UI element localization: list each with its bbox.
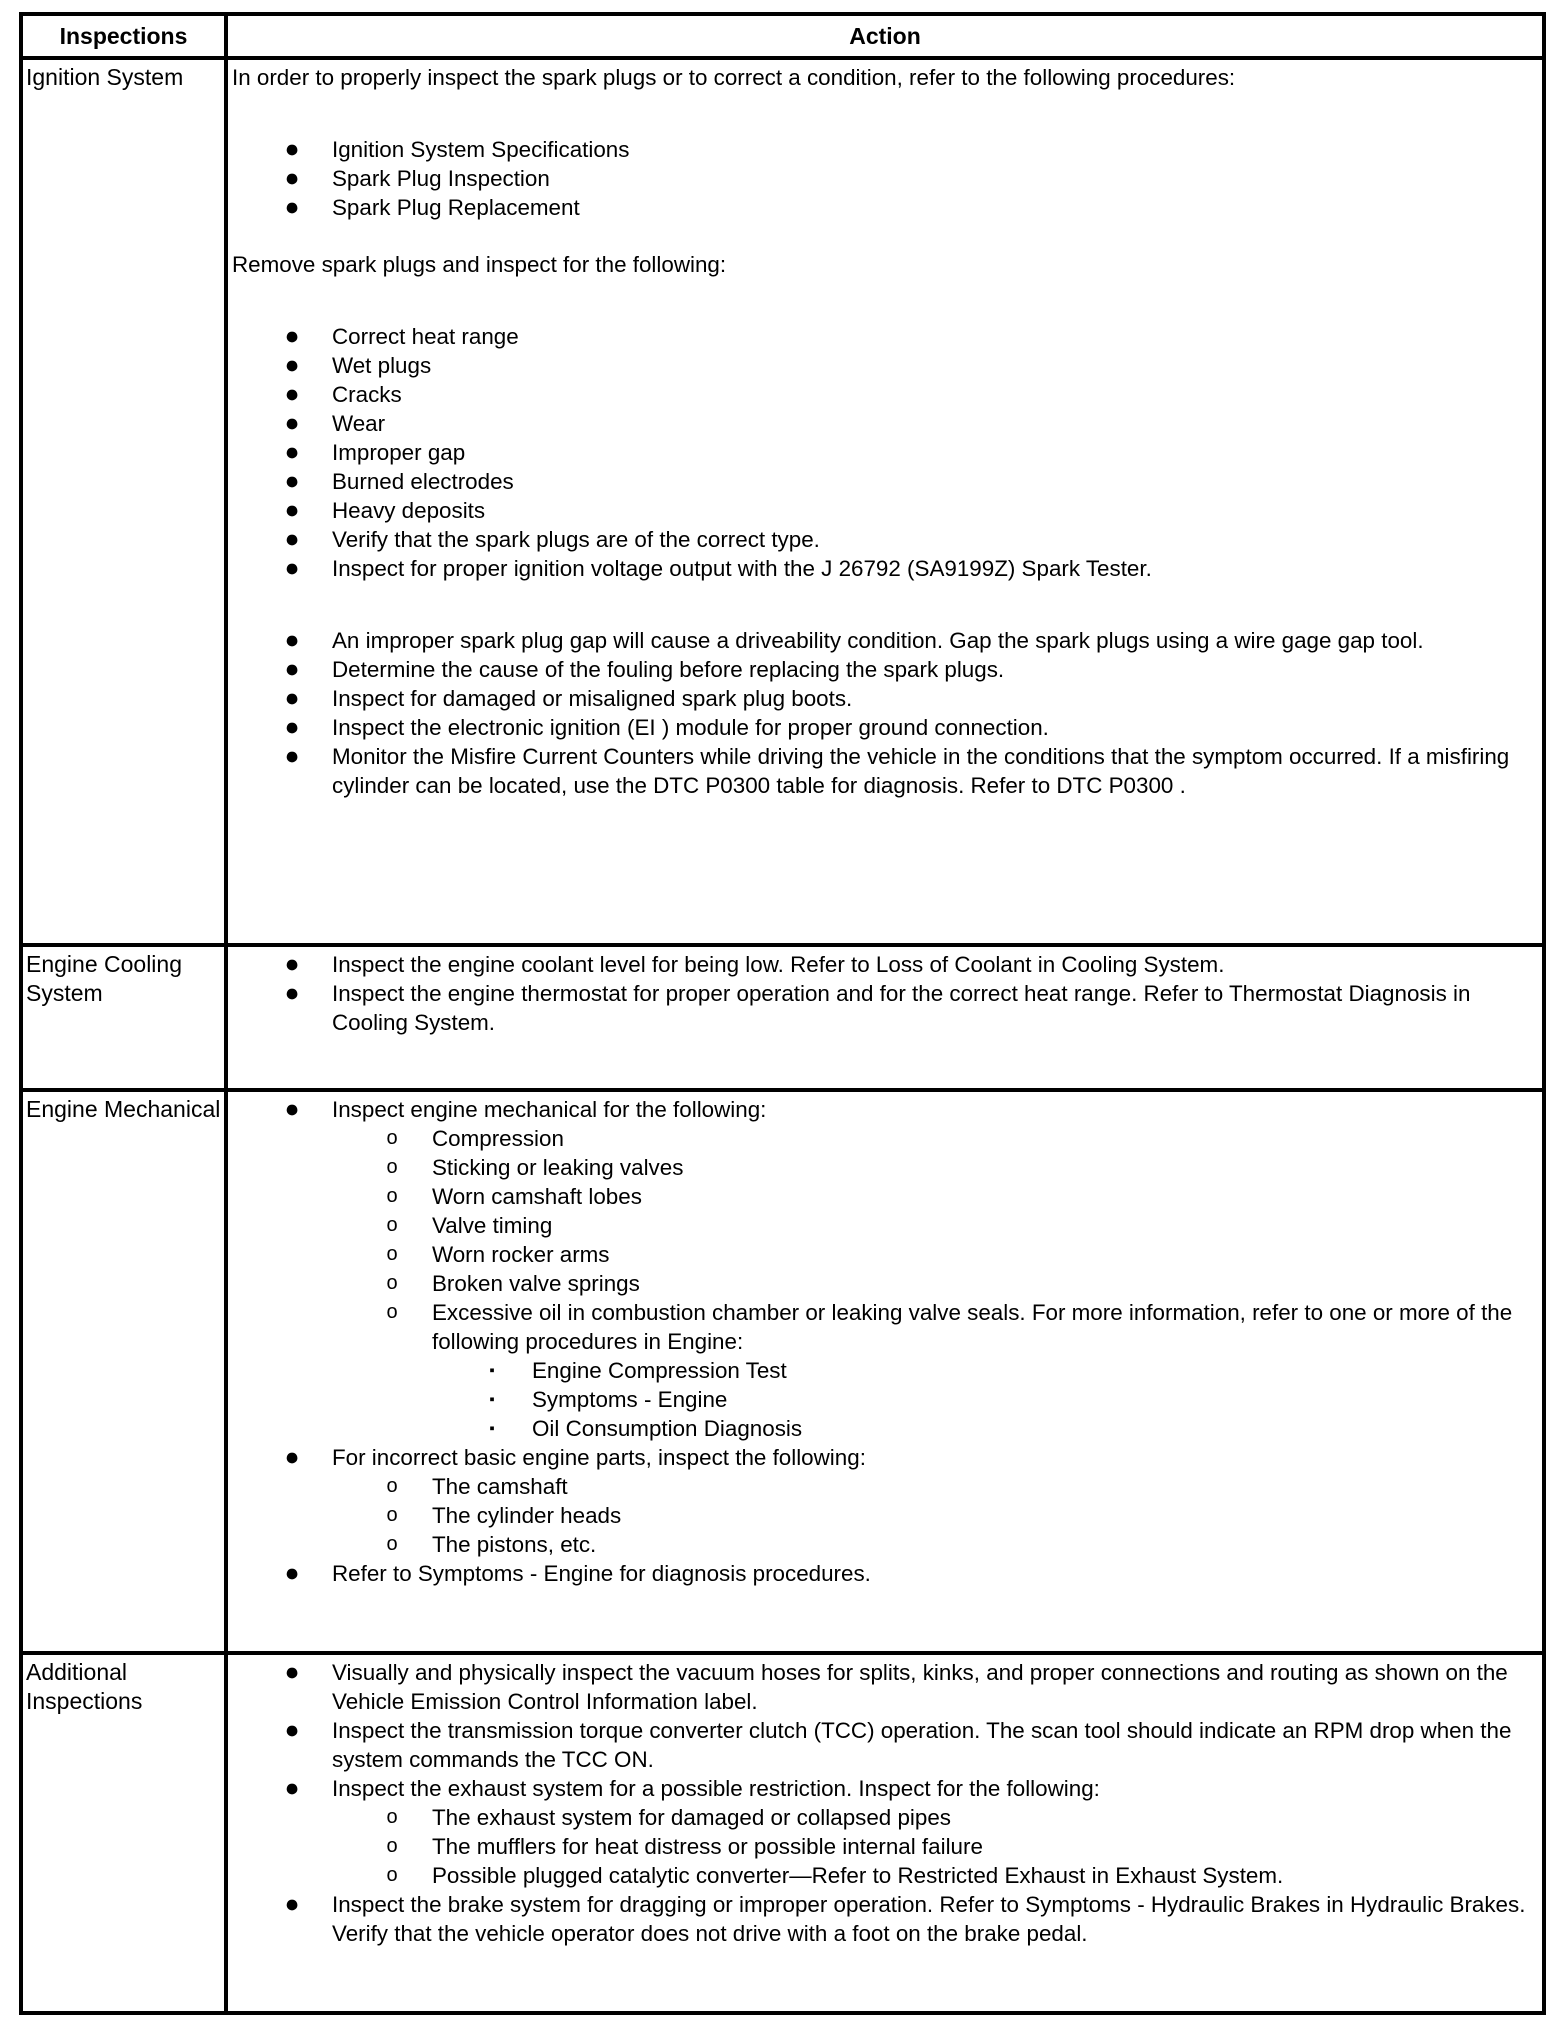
list-item: o The camshaft [332,1472,1536,1501]
list-item: o The cylinder heads [332,1501,1536,1530]
list-item: ● Wet plugs [232,351,1536,380]
list-item: o The mufflers for heat distress or possible internal failure [332,1832,1536,1861]
list-item: ● Inspect the exhaust system for a possible restriction. Inspect for the following: o The exhaust system for damaged or collapsed pipes o The mufflers for heat distress or possible internal failure o Possible plugged catalytic converter—Refer to Restricted Exhaust in Exhaust System. [232,1774,1536,1890]
circle-bullet-icon: o [386,1156,398,1178]
ignition-content [232,63,1536,800]
row-label-ignition: Ignition System [26,64,184,90]
list-item: o Worn camshaft lobes [332,1182,1536,1211]
list-item: ▪ Symptoms - Engine [432,1385,1536,1414]
bullet-icon: ● [284,655,300,683]
bullet-icon: ● [284,1890,300,1918]
mechanical-content [232,1095,1536,1588]
additional-content [232,1658,1536,1948]
bullet-icon: ● [284,438,300,466]
list-item: o The pistons, etc. [332,1530,1536,1559]
list-item: o Valve timing [332,1211,1536,1240]
procedure-list [232,135,1536,222]
list-item: o Possible plugged catalytic converter—Refer to Restricted Exhaust in Exhaust System. [332,1861,1536,1890]
list-item: ● Inspect the brake system for dragging or improper operation. Refer to Symptoms - Hydraulic Brakes in Hydraulic Brakes. Verify that the vehicle operator does not drive with a foot on the brake pedal. [232,1890,1536,1948]
bullet-icon: ● [284,409,300,437]
bullet-icon: ● [284,164,300,192]
circle-bullet-icon: o [386,1214,398,1236]
bullet-icon: ● [284,351,300,379]
ignition-intro: In order to properly inspect the spark plugs or to correct a condition, refer to the following procedures: [232,65,1236,90]
list-item: ● Improper gap [232,438,1536,467]
circle-bullet-icon: o [386,1272,398,1294]
notes-list [232,626,1536,800]
ignition-remove-text: Remove spark plugs and inspect for the following: [232,252,727,277]
list-item: ● Verify that the spark plugs are of the correct type. [232,525,1536,554]
list-item: ● Monitor the Misfire Current Counters while driving the vehicle in the conditions that the symptom occurred. If a misfiring cylinder can be located, use the DTC P0300 table for diagnosis. Refer to DTC P0300 . [232,742,1536,800]
section-ignition-system [23,60,1542,943]
circle-bullet-icon: o [386,1301,398,1323]
mechanical-subsublist [432,1356,1536,1443]
inspection-table [19,12,1546,2015]
bullet-icon: ● [284,1443,300,1471]
list-item: ● Inspect the electronic ignition (EI ) module for proper ground connection. [232,713,1536,742]
bullet-icon: ● [284,322,300,350]
bullet-icon: ● [284,554,300,582]
list-item: o The exhaust system for damaged or collapsed pipes [332,1803,1536,1832]
additional-list [232,1658,1536,1948]
list-item: ● Cracks [232,380,1536,409]
circle-bullet-icon: o [386,1475,398,1497]
bullet-icon: ● [284,1658,300,1686]
cooling-list [232,950,1536,1037]
bullet-icon: ● [284,380,300,408]
square-bullet-icon: ▪ [489,1391,495,1408]
header-inspections: Inspections [59,23,188,49]
list-item: ● Inspect the engine thermostat for proper operation and for the correct heat range. Refer to Thermostat Diagnosis in Cooling System. [232,979,1536,1037]
mechanical-sublist [332,1124,1536,1443]
check-list [232,322,1536,583]
bullet-icon: ● [284,525,300,553]
bullet-icon: ● [284,496,300,524]
bullet-icon: ● [284,1559,300,1587]
list-item: ● Determine the cause of the fouling before replacing the spark plugs. [232,655,1536,684]
circle-bullet-icon: o [386,1533,398,1555]
bullet-icon: ● [284,193,300,221]
list-item: ● For incorrect basic engine parts, inspect the following: o The camshaft o The cylinder heads o The pistons, etc. [232,1443,1536,1559]
header-action: Action [849,23,921,49]
bullet-icon: ● [284,467,300,495]
square-bullet-icon: ▪ [489,1420,495,1437]
list-item: ● Correct heat range [232,322,1536,351]
list-item: ● Ignition System Specifications [232,135,1536,164]
list-item: ● Burned electrodes [232,467,1536,496]
bullet-icon: ● [284,742,300,770]
list-item: ● Visually and physically inspect the vacuum hoses for splits, kinks, and proper connections and routing as shown on the Vehicle Emission Control Information label. [232,1658,1536,1716]
circle-bullet-icon: o [386,1127,398,1149]
list-item: ● Spark Plug Replacement [232,193,1536,222]
row-label-mechanical: Engine Mechanical [26,1096,221,1122]
bullet-icon: ● [284,950,300,978]
section-engine-cooling [23,947,1542,1088]
section-additional-inspections [23,1655,1542,2011]
bullet-icon: ● [284,135,300,163]
list-item: o Sticking or leaking valves [332,1153,1536,1182]
list-item: ● Inspect for damaged or misaligned spark plug boots. [232,684,1536,713]
list-item: ▪ Engine Compression Test [432,1356,1536,1385]
list-item: o Excessive oil in combustion chamber or leaking valve seals. For more information, refer to one or more of the following procedures in Engine: ▪ Engine Compression Test ▪ Symptoms - Engine ▪ Oil Consumption Diagnosis [332,1298,1536,1443]
list-item: ● Inspect the engine coolant level for being low. Refer to Loss of Coolant in Cooling System. [232,950,1536,979]
circle-bullet-icon: o [386,1806,398,1828]
cooling-content [232,950,1536,1037]
list-item: ● Wear [232,409,1536,438]
list-item: ▪ Oil Consumption Diagnosis [432,1414,1536,1443]
bullet-icon: ● [284,626,300,654]
list-item: ● Inspect for proper ignition voltage output with the J 26792 (SA9199Z) Spark Tester. [232,554,1536,583]
bullet-icon: ● [284,1774,300,1802]
circle-bullet-icon: o [386,1864,398,1886]
mechanical-list [232,1095,1536,1588]
circle-bullet-icon: o [386,1504,398,1526]
mechanical-sublist-2 [332,1472,1536,1559]
list-item: ● Heavy deposits [232,496,1536,525]
bullet-icon: ● [284,1716,300,1744]
list-item: o Worn rocker arms [332,1240,1536,1269]
bullet-icon: ● [284,684,300,712]
circle-bullet-icon: o [386,1835,398,1857]
circle-bullet-icon: o [386,1243,398,1265]
additional-sublist [332,1803,1536,1890]
list-item: ● An improper spark plug gap will cause a driveability condition. Gap the spark plugs using a wire gage gap tool. [232,626,1536,655]
list-item: o Compression [332,1124,1536,1153]
square-bullet-icon: ▪ [489,1362,495,1379]
bullet-icon: ● [284,1095,300,1123]
section-engine-mechanical [23,1092,1542,1651]
row-label-cooling: Engine Cooling System [26,951,183,1006]
list-item: ● Inspect engine mechanical for the following: o Compression o Sticking or leaking valves o Worn camshaft lobes o Valve timing o Worn rocker arms o Broken valve springs o Excessive oil in combustion chamber or leaking valve seals. For more information, refer to one or more of the following procedures in Engine: ▪ Engine Compression Test ▪ Symptoms - Engine ▪ Oil Consumption Diagnosis [232,1095,1536,1443]
circle-bullet-icon: o [386,1185,398,1207]
row-label-additional: Additional Inspections [26,1659,143,1714]
list-item: ● Inspect the transmission torque converter clutch (TCC) operation. The scan tool should indicate an RPM drop when the system commands the TCC ON. [232,1716,1536,1774]
list-item: ● Refer to Symptoms - Engine for diagnosis procedures. [232,1559,1536,1588]
bullet-icon: ● [284,713,300,741]
bullet-icon: ● [284,979,300,1007]
list-item: ● Spark Plug Inspection [232,164,1536,193]
list-item: o Broken valve springs [332,1269,1536,1298]
